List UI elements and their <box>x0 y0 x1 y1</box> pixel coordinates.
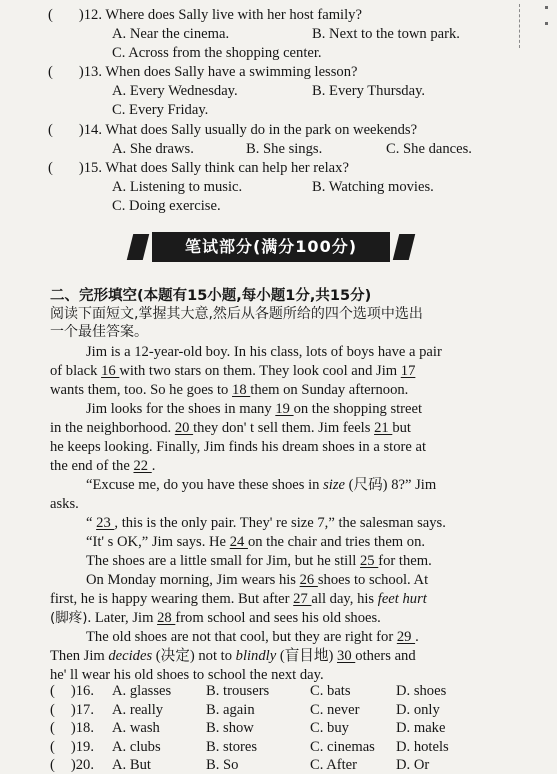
option-b: B. stores <box>206 738 258 755</box>
blank-23: 23 <box>96 515 115 531</box>
option-b: B. again <box>206 701 255 718</box>
question-15: ( )15. What does Sally think can help her relax? <box>48 160 349 176</box>
option-d: D. Or <box>396 757 430 773</box>
option-b: B. trousers <box>206 683 270 699</box>
page-edge-dashes <box>519 4 520 48</box>
question-14: ( )14. What does Sally usually do in the park on weekends? <box>48 122 418 138</box>
passage-line: wants them, too. So he goes to 18 them on Sunday afternoon. <box>50 382 409 398</box>
edge-mark <box>545 6 548 9</box>
blank-16: 16 <box>101 363 120 379</box>
option-row-number: ( )20. <box>50 757 94 773</box>
banner-left-cap <box>127 234 149 260</box>
option-d: D. make <box>396 720 446 736</box>
blank-28: 28 <box>157 610 176 626</box>
edge-mark <box>545 22 548 25</box>
section-instruction-1: 阅读下面短文,掌握其大意,然后从各题所给的四个选项中选出 <box>50 306 423 322</box>
option-c: C. buy <box>310 720 349 736</box>
passage-line: asks. <box>50 496 79 512</box>
passage-line: first, he is happy wearing them. But after 27 all day, his feet hurt <box>50 591 427 607</box>
blank-19: 19 <box>275 401 294 417</box>
blank-27: 27 <box>293 591 312 607</box>
written-part-banner <box>128 232 414 262</box>
option-d: D. hotels <box>396 738 449 755</box>
blank-26: 26 <box>299 572 318 588</box>
option-15a: A. Listening to music. <box>112 179 243 195</box>
option-a: A. really <box>112 701 164 718</box>
section-instruction-2: 一个最佳答案。 <box>50 324 148 340</box>
option-row-number: ( )19. <box>50 738 94 755</box>
option-a: A. glasses <box>112 683 172 699</box>
option-row-number: ( )16. <box>50 683 94 699</box>
passage-line: Then Jim decides (决定) not to blindly (盲目地) 30 others and <box>50 648 416 664</box>
option-13a: A. Every Wednesday. <box>112 83 238 99</box>
question-13: ( )13. When does Sally have a swimming lesson? <box>48 64 358 80</box>
section-title: 二、完形填空(本题有15小题,每小题1分,共15分) <box>50 288 372 304</box>
passage-line: Jim is a 12-year-old boy. In his class, lots of boys have a pair <box>86 344 442 360</box>
option-15b: B. Watching movies. <box>312 179 434 195</box>
blank-29: 29 <box>396 629 416 645</box>
option-d: D. only <box>396 701 440 718</box>
blank-18: 18 <box>232 382 251 398</box>
option-12a: A. Near the cinema. <box>112 26 230 42</box>
blank-21: 21 <box>374 420 393 436</box>
blank-17: 17 <box>400 363 416 379</box>
option-15c: C. Doing exercise. <box>112 198 221 214</box>
passage-line: The old shoes are not that cool, but they are right for 29 . <box>86 629 419 645</box>
passage-line: of black 16 with two stars on them. They look cool and Jim 17 <box>50 363 416 379</box>
option-c: C. bats <box>310 683 351 699</box>
option-12b: B. Next to the town park. <box>312 26 460 42</box>
passage-line: the end of the 22 . <box>50 458 156 474</box>
passage-line: Jim looks for the shoes in many 19 on the shopping street <box>86 401 423 417</box>
option-12c: C. Across from the shopping center. <box>112 45 322 61</box>
option-b: B. show <box>206 720 254 736</box>
passage-line: The shoes are a little small for Jim, but he still 25 for them. <box>86 553 432 569</box>
option-a: A. clubs <box>112 738 161 755</box>
option-d: D. shoes <box>396 683 447 699</box>
option-14c: C. She dances. <box>386 141 472 157</box>
option-14a: A. She draws. <box>112 141 194 157</box>
option-a: A. wash <box>112 720 160 736</box>
option-14b: B. She sings. <box>246 141 323 157</box>
option-13c: C. Every Friday. <box>112 102 209 118</box>
passage-line: in the neighborhood. 20 they don' t sell them. Jim feels 21 but <box>50 420 411 436</box>
option-row-number: ( )18. <box>50 720 94 736</box>
passage-line: he keeps looking. Finally, Jim finds his dream shoes in a store at <box>50 439 427 455</box>
option-c: C. cinemas <box>310 738 375 755</box>
option-a: A. But <box>112 757 151 773</box>
blank-25: 25 <box>359 553 379 569</box>
blank-24: 24 <box>229 534 248 550</box>
passage-line: he' ll wear his old shoes to school the next day. <box>50 667 324 683</box>
passage-line: “Excuse me, do you have these shoes in size (尺码) 8?” Jim <box>86 477 437 493</box>
blank-22: 22 <box>133 458 152 474</box>
passage-line: (脚疼). Later, Jim 28 from school and sees his old shoes. <box>50 610 381 626</box>
option-row-number: ( )17. <box>50 701 94 718</box>
banner-right-cap <box>393 234 415 260</box>
option-13b: B. Every Thursday. <box>312 83 426 99</box>
blank-30: 30 <box>337 648 356 664</box>
option-b: B. So <box>206 757 239 773</box>
blank-20: 20 <box>174 420 194 436</box>
passage-line: “ 23 , this is the only pair. They' re size 7,” the salesman says. <box>86 515 446 531</box>
banner-title: 笔试部分(满分100分) <box>184 237 358 256</box>
option-c: C. After <box>310 757 358 773</box>
option-c: C. never <box>310 701 360 718</box>
passage-line: “It' s OK,” Jim says. He 24 on the chair and tries them on. <box>86 534 426 550</box>
passage-line: On Monday morning, Jim wears his 26 shoes to school. At <box>86 572 429 588</box>
question-12: ( )12. Where does Sally live with her host family? <box>48 7 362 23</box>
